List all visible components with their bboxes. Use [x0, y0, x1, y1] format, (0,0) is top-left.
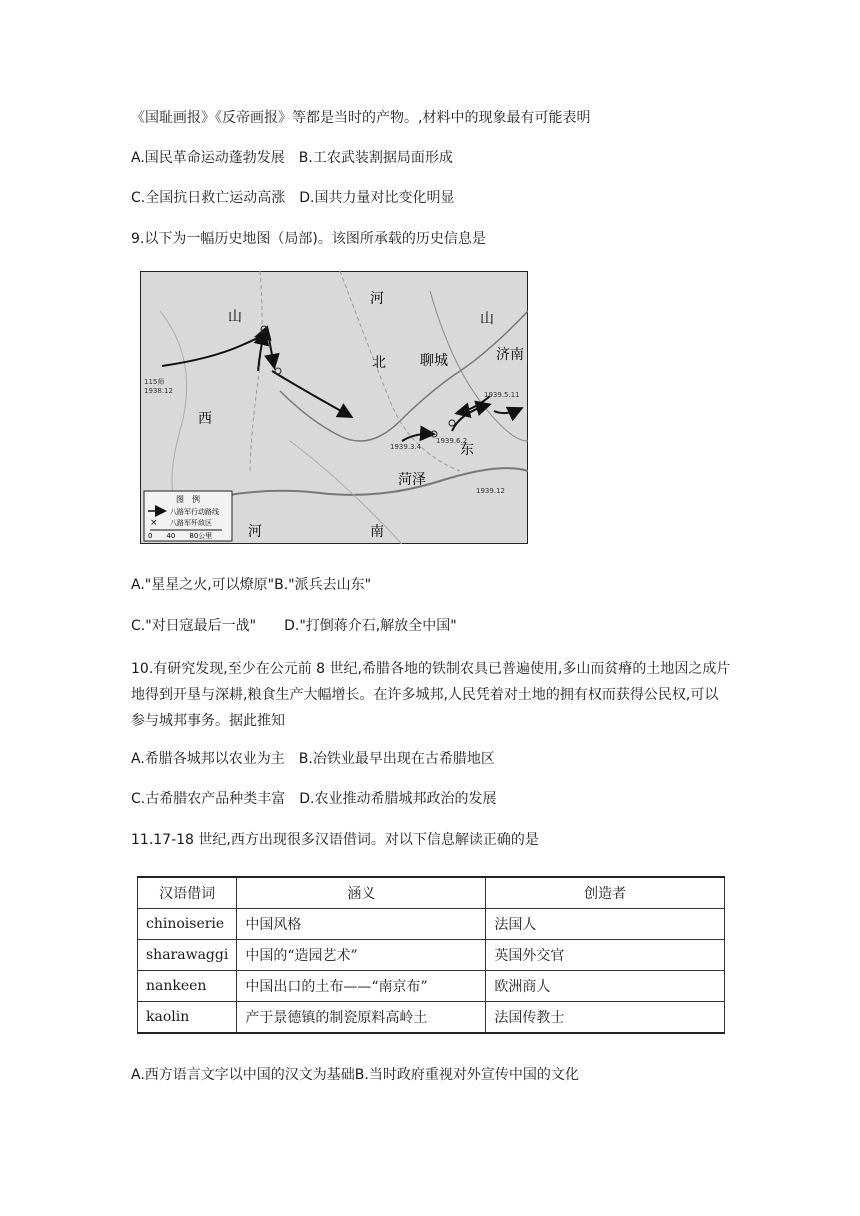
- q8-option-a[interactable]: A.国民革命运动蓬勃发展: [131, 150, 285, 166]
- q8-options-row2: [131, 187, 454, 209]
- table-cell: sharawaggi: [138, 940, 237, 971]
- q9-option-d[interactable]: D."打倒蒋介石,解放全中国": [284, 618, 457, 634]
- label-115: 115师: [144, 378, 165, 386]
- q10-options-row2: [131, 788, 496, 810]
- q10-option-a[interactable]: A.希腊各城邦以农业为主: [131, 751, 285, 767]
- q11-options-row1: [131, 1064, 579, 1086]
- loanword-table: [137, 876, 725, 1034]
- label-he-1: 河: [370, 291, 384, 307]
- label-shan-2: 山: [480, 311, 494, 327]
- label-liaocheng: 聊城: [420, 353, 448, 369]
- table-cell: 英国外交官: [486, 940, 725, 971]
- label-date-2: 1939.3.4: [390, 443, 422, 451]
- legend-scale: 0 40 80公里: [148, 532, 213, 540]
- table-row: [138, 940, 725, 971]
- label-nan: 南: [370, 524, 384, 540]
- legend-area-symbol: ×: [150, 518, 158, 528]
- table-cell: 欧洲商人: [486, 971, 725, 1002]
- label-heze: 菏泽: [398, 472, 426, 488]
- q10-options-row1: [131, 748, 495, 770]
- q9-stem: 9.以下为一幅历史地图（局部)。该图所承载的历史信息是: [131, 231, 486, 247]
- label-he-2: 河: [248, 524, 262, 540]
- label-date-5: 1939.12: [476, 487, 505, 495]
- table-cell: 中国出口的土布——“南京布”: [237, 971, 486, 1002]
- q8-stem-tail: 《国耻画报》《反帝画报》等都是当时的产物。,材料中的现象最有可能表明: [131, 110, 591, 126]
- table-header: 汉语借词: [138, 877, 237, 909]
- q10-option-b[interactable]: B.冶铁业最早出现在古希腊地区: [298, 751, 495, 767]
- label-shan-1: 山: [228, 309, 242, 325]
- q9-option-b[interactable]: B."派兵去山东": [274, 577, 372, 593]
- q11-option-a[interactable]: A.西方语言文字以中国的汉文为基础: [131, 1067, 355, 1083]
- label-date-1: 1938.12: [144, 387, 173, 395]
- historical-map: [140, 271, 528, 544]
- label-jinan: 济南: [496, 347, 524, 363]
- table-cell: 法国传教士: [486, 1002, 725, 1034]
- q10-option-d[interactable]: D.农业推动希腊城邦政治的发展: [299, 791, 497, 807]
- label-date-4: 1939.5.11: [484, 391, 520, 399]
- q9-option-c[interactable]: C."对日寇最后一战": [131, 618, 257, 634]
- table-header-row: [138, 877, 725, 909]
- label-dong: 东: [460, 442, 474, 458]
- table-cell: nankeen: [138, 971, 237, 1002]
- q9-options-row2: [131, 615, 457, 637]
- q11-stem: 11.17-18 世纪,西方出现很多汉语借词。对以下信息解读正确的是: [131, 832, 539, 848]
- q8-option-c[interactable]: C.全国抗日救亡运动高涨: [131, 190, 286, 206]
- label-xi: 西: [198, 411, 212, 427]
- map-legend: [144, 491, 232, 541]
- q8-option-d[interactable]: D.国共力量对比变化明显: [299, 190, 455, 206]
- table-cell: 法国人: [486, 909, 725, 940]
- q10-stem: 10.有研究发现,至少在公元前 8 世纪,希腊各地的铁制农具已普遍使用,多山而贫瘠的土地因之成片地得到开垦与深耕,粮食生产大幅增长。在许多城邦,人民凭着对土地的拥有权而获得公民权,可以参与城邦事务。据此推知: [131, 661, 731, 729]
- legend-route: 八路军行动路线: [170, 508, 219, 516]
- table-row: [138, 971, 725, 1002]
- q8-options-row1: [131, 147, 453, 169]
- table-cell: kaolin: [138, 1002, 237, 1034]
- table-header: 涵义: [237, 877, 486, 909]
- table-cell: 中国的“造园艺术”: [237, 940, 486, 971]
- table-cell: chinoiserie: [138, 909, 237, 940]
- table-cell: 中国风格: [237, 909, 486, 940]
- table-row: [138, 1002, 725, 1034]
- table-cell: 产于景德镇的制瓷原料高岭土: [237, 1002, 486, 1034]
- q11-option-b[interactable]: B.当时政府重视对外宣传中国的文化: [354, 1067, 579, 1083]
- table-header: 创造者: [486, 877, 725, 909]
- legend-area: 八路军歼敌区: [170, 519, 212, 527]
- table-row: [138, 909, 725, 940]
- q9-option-a[interactable]: A."星星之火,可以燎原": [131, 577, 275, 593]
- label-bei: 北: [372, 355, 386, 371]
- q9-options-row1: [131, 574, 371, 596]
- label-date-3: 1939.6.2: [436, 437, 468, 445]
- q8-option-b[interactable]: B.工农武装割据局面形成: [298, 150, 453, 166]
- legend-title: 图 例: [176, 495, 200, 504]
- q10-option-c[interactable]: C.古希腊农产品种类丰富: [131, 791, 286, 807]
